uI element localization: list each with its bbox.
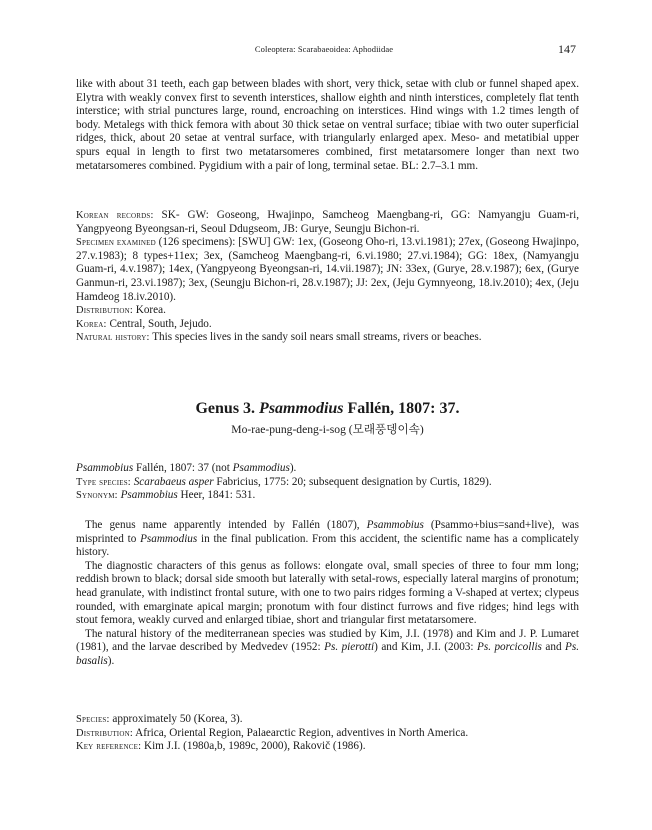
- distribution: [76, 304, 579, 318]
- records-section: [76, 209, 579, 345]
- distribution-label: Distribution:: [76, 305, 133, 317]
- nomenclature-section: [76, 462, 579, 503]
- species-label: Species:: [76, 714, 110, 725]
- species-name-italic: Ps. porcicollis: [477, 641, 542, 654]
- genus-heading: [76, 400, 579, 418]
- synonym-label: Synonym:: [76, 490, 118, 502]
- synonym: [76, 489, 579, 503]
- korea-distribution: [76, 318, 579, 332]
- korea-label: Korea:: [76, 318, 107, 330]
- description-paragraph: like with about 31 teeth, each gap between blades with short, very thick, setae with club or funnel shaped apex. Elytra with weakly convex first to seventh interstices, shallow eighth and ninth interstices, completely flat tenth interstice; with strial punctures large, round, encroaching on interstices. Hind wings with 1.2 times length of body. Metalegs with thick femora with about 30 thick setae on ventral surface; tibiae with two outer superficial ridges, thick, about 20 setae at ventral surface, with triangularly enlarged apex. Meso- and metatibial upper spurs equal in length to first two metatarsomeres combined, first metatarsomere longer than next two metatarsomeres combined. Pygidium with a pair of long, terminal setae. BL: 2.7–3.1 mm.: [76, 78, 579, 172]
- genus-heading-prefix: Genus 3.: [195, 400, 260, 417]
- synonym-name: Psammobius: [120, 489, 178, 502]
- discussion-text: The genus name apparently intended by Fallén (1807),: [85, 519, 367, 531]
- natural-history-label: Natural history:: [76, 332, 150, 344]
- genus-distribution-label: Distribution:: [76, 727, 133, 739]
- discussion-text: (Psammo+bius=sand+live), was misprinted to: [76, 519, 579, 545]
- genus-distribution-text: Africa, Oriental Region, Palaearctic Region, adventives in North America.: [132, 726, 469, 739]
- genus-distribution: [76, 727, 579, 741]
- discussion-paragraph-3: [76, 628, 579, 669]
- species-text: approximately 50 (Korea, 3).: [109, 713, 243, 725]
- specimens-examined-label: Specimen examined: [76, 237, 156, 249]
- specimens-examined-text: (126 specimens): [SWU] GW: 1ex, (Goseong Oho-ri, 13.vi.1981); 27ex, (Goseong Hwajinpo, 27.v.1983); 8 types+11ex; 3ex, (Samcheog Maengbang-ri, 6.vi.1980; 27.vi.1984); GG: 18ex, (Namyangju Guam-ri, 4.v.1987); 14ex, (Yangpyeong Byeongsan-ri, 14.vii.1987); JN: 33ex, (Gurye, 28.v.1987); 6ex, (Gurye Ganmun-ri, 23.vi.1987); 3ex, (Seungju Bichon-ri, 28.v.1987); JJ: 2ex, (Jeju Gymnyeong, 18.iv.2010); 4ex, (Jeju Hamdeog 18.iv.2010).: [76, 236, 579, 303]
- original-name-not: Psammodius: [232, 462, 290, 474]
- discussion-text: ).: [107, 654, 115, 667]
- discussion-section: [76, 519, 579, 669]
- original-name-end: ).: [289, 462, 297, 474]
- korean-records: [76, 209, 579, 236]
- key-reference-text: Kim J.I. (1980a,b, 1989c, 2000), Rakovič (1986).: [141, 740, 366, 753]
- page-number: 147: [558, 42, 576, 56]
- discussion-paragraph-1: [76, 519, 579, 560]
- species-count: [76, 713, 579, 727]
- original-name: Psammobius: [76, 462, 134, 474]
- genus-name-italic: Psammobius: [366, 519, 424, 531]
- discussion-text: The natural history of the mediterranean species was studied by Kim, J.I. (1978) and Kim and J. P. Lumaret (1981), and the larvae described by Medvedev (1952:: [76, 627, 579, 654]
- species-name-italic: Ps. basalis: [76, 641, 580, 667]
- summary-section: [76, 713, 579, 754]
- discussion-text: and: [541, 641, 566, 654]
- korean-records-label: Korean records:: [76, 210, 154, 221]
- original-name-text: Fallén, 1807: 37 (not: [133, 462, 233, 474]
- type-species-label: Type species:: [76, 476, 131, 488]
- genus-heading-suffix: Fallén, 1807: 37.: [343, 400, 460, 417]
- type-species-name: Scarabaeus asper: [133, 475, 214, 488]
- genus-korean-name: Mo-rae-pung-deng-i-sog (모래풍뎅이속): [231, 423, 424, 436]
- genus-name-italic: Psammodius: [140, 532, 198, 545]
- korean-records-text: SK- GW: Goseong, Hwajinpo, Samcheog Maengbang-ri, GG: Namyangju Guam-ri, Yangpyeong Byeongsan-ri, Seoul Ddugseom, JB: Gurye, Seungju Bichon-ri.: [76, 209, 580, 235]
- discussion-paragraph-2: The diagnostic characters of this genus as follows: elongate oval, small species of three to four mm long; reddish brown to black; dorsal side smooth but laterally with setal-rows, especially lateral margins of pronotum; head granulate, with indistinct frontal suture, with one to two pairs ridges forming a V-shaped at vertex; clypeus rounded, with emarginate apical margin; pronotum with four distinct furrows and five ridges; hind legs with stout femora, weakly curved and enlarged tibiae, short and triangular first metatarsomere.: [76, 559, 579, 627]
- key-reference: [76, 740, 579, 754]
- distribution-text: Korea.: [132, 304, 166, 317]
- type-species: [76, 476, 579, 490]
- key-reference-label: Key reference:: [76, 741, 142, 753]
- discussion-text: ) and Kim, J.I. (2003:: [374, 641, 477, 654]
- korea-text: Central, South, Jejudo.: [106, 317, 212, 330]
- discussion-text: in the final publication. From this accident, the scientific name has a complicately history.: [76, 532, 579, 559]
- synonym-text: Heer, 1841: 531.: [177, 489, 256, 502]
- natural-history-text: This species lives in the sandy soil nears small streams, rivers or beaches.: [149, 331, 482, 344]
- description-section: [76, 78, 579, 173]
- specimens-examined: [76, 236, 579, 304]
- natural-history: [76, 331, 579, 345]
- running-header: Coleoptera: Scarabaeoidea: Aphodiidae: [254, 44, 394, 54]
- type-species-text: Fabricius, 1775: 20; subsequent designation by Curtis, 1829).: [213, 475, 492, 488]
- genus-heading-name: Psammodius: [259, 400, 344, 417]
- species-name-italic: Ps. pierotti: [324, 641, 375, 654]
- original-name-line: [76, 462, 579, 476]
